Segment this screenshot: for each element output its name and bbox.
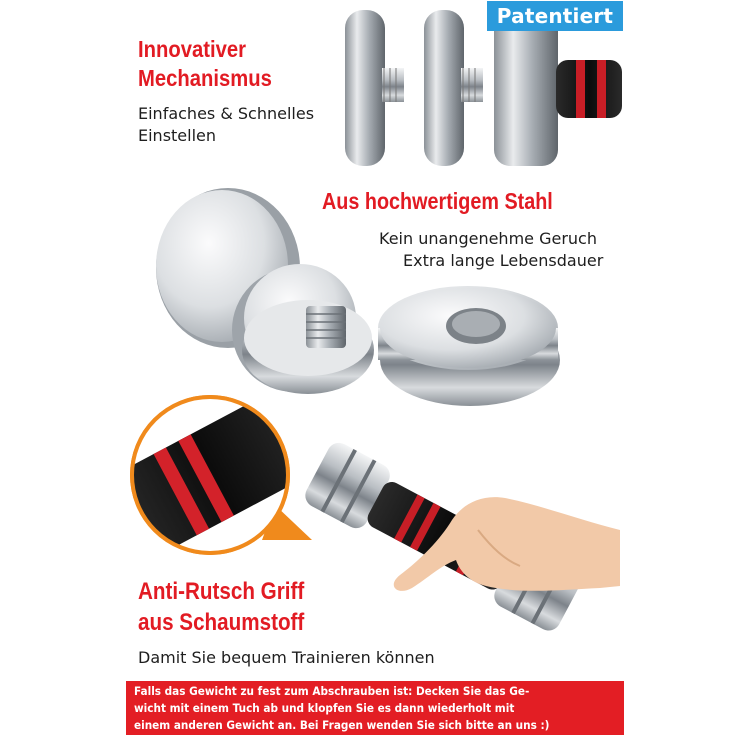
section1-subtitle-line2: Einstellen <box>138 126 217 145</box>
notice-banner <box>126 681 624 735</box>
notice-line3: einem anderen Gewicht an. Bei Fragen wenden Sie sich bitte an uns :) <box>134 718 550 732</box>
section1-subtitle-line1: Einfaches & Schnelles <box>138 104 315 123</box>
plate-side-3 <box>494 10 622 166</box>
plate-side-1 <box>345 10 404 166</box>
disc-front <box>378 286 560 406</box>
section3-title-line2: aus Schaumstoff <box>138 609 305 636</box>
disc-middle <box>232 264 374 394</box>
grip-callout <box>81 384 329 574</box>
plate-side-2 <box>424 10 483 166</box>
notice-line1: Falls das Gewicht zu fest zum Abschrauben ist: Decken Sie das Ge- <box>134 684 530 698</box>
section3-title-line1: Anti-Rutsch Griff <box>138 578 305 605</box>
section1-title-line1: Innovativer <box>138 36 246 62</box>
notice-line2: wicht mit einem Tuch ab und klopfen Sie es dann wiederholt mit <box>134 701 515 715</box>
section2-subtitle-line2: Extra lange Lebensdauer <box>403 251 604 270</box>
section2-subtitle-line1: Kein unangenehme Geruch <box>379 229 597 248</box>
section3-subtitle: Damit Sie bequem Trainieren können <box>138 648 435 667</box>
patent-badge: Patentiert <box>487 1 623 31</box>
section2-title: Aus hochwertigem Stahl <box>322 188 553 214</box>
section1-title-line2: Mechanismus <box>138 65 272 91</box>
